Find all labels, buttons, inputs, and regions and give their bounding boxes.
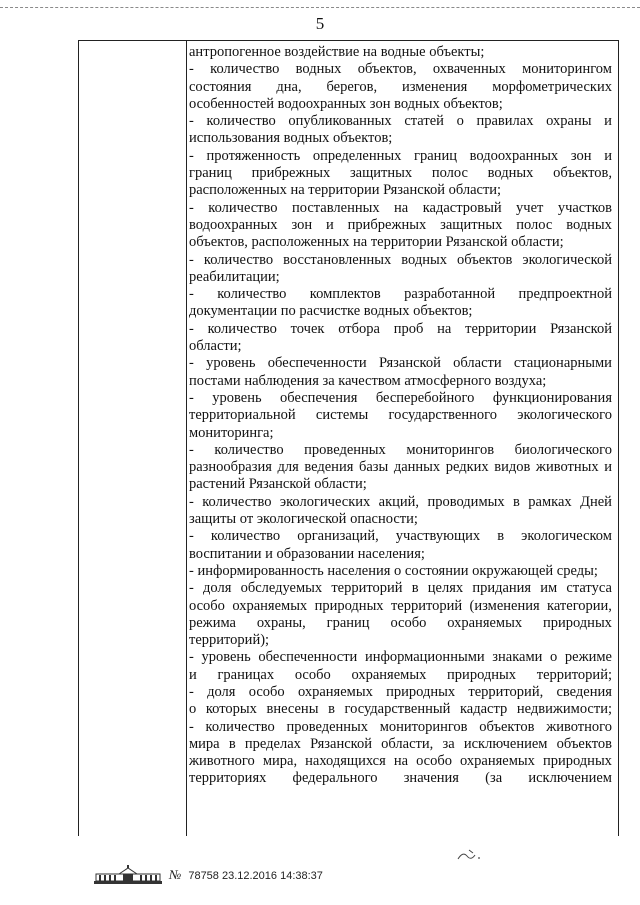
text-word: объектов, расположенных на территории Рязанской области; xyxy=(189,234,564,251)
text-line xyxy=(189,615,612,632)
text-word: в xyxy=(513,493,520,510)
text-word: количество xyxy=(205,718,275,735)
text-word: - xyxy=(189,528,194,545)
text-word: федерального xyxy=(292,770,378,787)
text-word: проводимых xyxy=(427,493,505,510)
text-word: объектов, xyxy=(357,61,417,78)
text-word: определенных xyxy=(312,147,402,164)
text-word: - xyxy=(189,389,194,406)
text-word: в xyxy=(497,528,505,545)
text-line xyxy=(189,684,612,701)
text-word: мониторингом xyxy=(522,61,612,78)
text-word: стационарными xyxy=(513,355,612,372)
text-word: границ xyxy=(189,165,232,182)
text-word: объектов, xyxy=(553,165,612,182)
text-word: границах xyxy=(217,666,275,683)
text-word: им xyxy=(540,580,558,597)
text-word: разработанной xyxy=(404,286,496,303)
text-line xyxy=(189,182,612,199)
text-word: территорий xyxy=(331,580,403,597)
text-word: данных xyxy=(393,459,441,476)
text-word: категории, xyxy=(547,597,612,614)
text-line xyxy=(189,269,612,286)
text-line xyxy=(189,563,612,580)
text-word: особо xyxy=(416,753,452,770)
text-word: Рязанской xyxy=(310,735,372,752)
text-word: учет xyxy=(516,199,544,216)
text-line xyxy=(189,770,612,787)
text-word: охраны xyxy=(546,113,592,130)
text-line xyxy=(189,234,612,251)
text-word: водных xyxy=(566,216,612,233)
text-line xyxy=(189,667,612,684)
text-word: количество xyxy=(208,199,278,216)
text-line xyxy=(189,494,612,511)
text-word: уровень xyxy=(212,389,262,406)
text-line xyxy=(189,286,612,303)
text-word: использования водных объектов; xyxy=(189,130,393,147)
text-word: - xyxy=(189,113,194,130)
text-line xyxy=(189,79,612,96)
text-word: мониторинга; xyxy=(189,424,274,441)
text-word: на xyxy=(393,753,409,770)
text-line xyxy=(189,546,612,563)
text-line xyxy=(189,459,612,476)
text-line xyxy=(189,407,612,424)
text-word: объектов xyxy=(479,718,535,735)
text-word: и xyxy=(604,147,612,164)
text-word: и xyxy=(189,666,197,683)
text-word: биологического xyxy=(514,441,612,458)
text-line xyxy=(189,580,612,597)
text-word: исключением xyxy=(463,735,548,752)
text-word: Рязанской xyxy=(550,320,612,337)
text-word: природных xyxy=(447,666,517,683)
text-word: участвующих xyxy=(395,528,481,545)
text-word: природных xyxy=(542,614,612,631)
text-word: зон xyxy=(291,216,313,233)
text-word: антропогенное воздействие на водные объекты; xyxy=(189,44,485,60)
text-word: растений Рязанской области; xyxy=(189,476,367,493)
text-word: - xyxy=(189,286,194,303)
text-line xyxy=(189,373,612,390)
text-word: количество xyxy=(217,286,287,303)
text-word: (изменения xyxy=(469,597,540,614)
text-word: отбора xyxy=(338,320,380,337)
text-word: охваченных xyxy=(432,61,506,78)
text-word: знаками xyxy=(492,649,543,666)
text-line xyxy=(189,476,612,493)
text-word: полос xyxy=(516,216,553,233)
text-line xyxy=(189,390,612,407)
text-word: видов xyxy=(494,459,531,476)
text-word: мониторингов xyxy=(379,718,468,735)
text-word: количество xyxy=(210,61,280,78)
text-word: редких xyxy=(445,459,489,476)
text-word: участков xyxy=(557,199,612,216)
text-word: берегов, xyxy=(326,78,378,95)
text-line xyxy=(189,632,612,649)
text-word: - xyxy=(189,718,194,735)
text-word: предпроектной xyxy=(518,286,612,303)
text-line xyxy=(189,321,612,338)
text-line xyxy=(189,753,612,770)
text-word: внесены xyxy=(266,701,319,718)
text-line xyxy=(189,442,612,459)
text-word: о xyxy=(189,701,197,718)
text-word: количество xyxy=(206,113,276,130)
text-word: значения xyxy=(403,770,459,787)
text-word: охраняемых xyxy=(232,597,308,614)
text-word: водоохранных xyxy=(189,216,278,233)
text-word: воспитании и образовании населения; xyxy=(189,545,425,562)
content-table xyxy=(78,40,619,836)
text-word: дна, xyxy=(276,78,302,95)
document-stamp xyxy=(169,867,323,883)
text-word: акций, xyxy=(378,493,420,510)
text-word: прибрежных xyxy=(251,165,331,182)
text-word: обследуемых xyxy=(240,580,323,597)
text-word: экологическом xyxy=(521,528,612,545)
text-word: границ xyxy=(414,147,457,164)
text-word: бесперебойного xyxy=(375,389,475,406)
text-word: территориальной xyxy=(189,407,296,424)
pen-mark-icon xyxy=(455,847,485,863)
text-word: охраняемых xyxy=(447,614,523,631)
text-word: о xyxy=(550,649,558,666)
text-word: территорий xyxy=(390,597,463,614)
text-line xyxy=(189,649,612,666)
text-word: государственного xyxy=(388,407,497,424)
text-word: правилах xyxy=(476,113,534,130)
text-line xyxy=(189,148,612,165)
text-word: экологической xyxy=(522,251,612,268)
text-word: защиты от экологической опасности; xyxy=(189,511,418,528)
text-word: водоохранных xyxy=(469,147,559,164)
text-word: области, xyxy=(381,735,434,752)
text-line xyxy=(189,598,612,615)
text-word: природных xyxy=(386,683,456,700)
text-word: границ xyxy=(326,614,370,631)
text-word: особо xyxy=(189,597,225,614)
text-word: и xyxy=(604,459,612,476)
text-word: исключением xyxy=(528,770,612,787)
table-text-cell xyxy=(189,44,612,788)
text-word: области xyxy=(453,355,502,372)
text-word: объектов xyxy=(457,251,513,268)
text-word: особо xyxy=(390,614,427,631)
text-word: количество xyxy=(202,493,272,510)
text-word: водных xyxy=(401,251,447,268)
text-word: организаций, xyxy=(297,528,379,545)
text-line xyxy=(189,511,612,528)
text-word: информационными xyxy=(364,649,485,666)
text-word: мира, xyxy=(262,753,298,770)
text-line xyxy=(189,96,612,113)
number-sign: № xyxy=(169,867,182,882)
text-word: территорий; xyxy=(536,666,612,683)
text-word: режиме xyxy=(564,649,612,666)
text-word: проведенных xyxy=(304,441,386,458)
footer xyxy=(93,864,323,886)
text-word: целях xyxy=(427,580,464,597)
text-word: - xyxy=(189,493,194,510)
text-word: уровень xyxy=(201,649,251,666)
text-word: защитных xyxy=(349,165,413,182)
text-word: и xyxy=(325,216,334,233)
text-word: восстановленных xyxy=(283,251,392,268)
text-word: комплектов xyxy=(309,286,381,303)
text-word: сведения xyxy=(556,683,612,700)
text-word: постами наблюдения за качеством атмосферного воздуха; xyxy=(189,372,547,389)
text-word: кадастровый xyxy=(422,199,502,216)
text-line xyxy=(189,701,612,718)
text-line xyxy=(189,130,612,147)
text-word: территориях xyxy=(189,770,267,787)
text-word: - xyxy=(189,251,194,268)
document-registration-stamp: 78758 23.12.2016 14:38:37 xyxy=(188,870,323,882)
text-word: зон xyxy=(570,147,592,164)
text-line xyxy=(189,44,612,61)
text-word: (за xyxy=(485,770,503,787)
text-word: количество xyxy=(210,528,281,545)
text-word: природных xyxy=(542,753,612,770)
text-word: государственный xyxy=(344,701,451,718)
text-word: в xyxy=(411,580,419,597)
text-line xyxy=(189,61,612,78)
text-word: рамках xyxy=(528,493,572,510)
page-number: 5 xyxy=(315,14,325,33)
text-word: точек xyxy=(290,320,325,337)
text-word: на xyxy=(437,320,452,337)
text-word: уровень xyxy=(206,355,256,372)
text-word: протяженность xyxy=(206,147,301,164)
text-word: разнообразия xyxy=(189,459,272,476)
text-word: на xyxy=(394,199,409,216)
text-word: статей xyxy=(404,113,444,130)
text-word: мониторингов xyxy=(406,441,495,458)
text-line xyxy=(189,528,612,545)
text-line xyxy=(189,217,612,234)
text-word: проведенных xyxy=(286,718,369,735)
text-word: охраняемых xyxy=(297,683,373,700)
text-word: территорий); xyxy=(189,632,270,649)
text-word: базы xyxy=(358,459,389,476)
text-word: реабилитации; xyxy=(189,268,280,285)
text-word: экологических xyxy=(279,493,371,510)
text-word: кадастр xyxy=(459,701,508,718)
text-word: документации по расчистке водных объектов; xyxy=(189,303,473,320)
text-word: животного xyxy=(189,753,255,770)
text-word: водных xyxy=(295,61,342,78)
text-word: обеспеченности xyxy=(267,355,367,372)
text-word: охраняемых xyxy=(460,753,535,770)
text-word: опубликованных xyxy=(288,113,392,130)
text-word: животных xyxy=(535,459,599,476)
text-word: мира xyxy=(189,735,220,752)
text-word: количество xyxy=(203,251,274,268)
text-line xyxy=(189,200,612,217)
text-word: поставленных xyxy=(291,199,380,216)
text-word: находящихся xyxy=(305,753,386,770)
text-word: ведения xyxy=(304,459,354,476)
text-word: статуса xyxy=(566,580,612,597)
text-word: полос xyxy=(431,165,468,182)
text-word: особо xyxy=(248,683,285,700)
text-word: области; xyxy=(189,338,242,355)
text-word: - xyxy=(189,320,194,337)
text-word: доля xyxy=(207,683,236,700)
text-word: доля xyxy=(203,580,232,597)
text-word: морфометрических xyxy=(492,78,612,95)
government-building-logo-icon xyxy=(93,865,163,885)
text-word: Рязанской xyxy=(378,355,441,372)
text-word: природных xyxy=(314,597,384,614)
text-line xyxy=(189,165,612,182)
text-word: - xyxy=(189,147,194,164)
text-line xyxy=(189,303,612,320)
text-word: прибрежных xyxy=(347,216,427,233)
text-word: недвижимости; xyxy=(516,701,612,718)
text-word: охраны, xyxy=(256,614,306,631)
text-word: придания xyxy=(472,580,532,597)
page-top-edge xyxy=(0,7,640,8)
text-word: - xyxy=(189,580,194,597)
text-word: - xyxy=(189,649,194,666)
text-word: экологического xyxy=(517,407,612,424)
text-word: охраняемых xyxy=(351,666,427,683)
text-word: - информированность населения о состоянии окружающей среды; xyxy=(189,562,598,579)
text-line xyxy=(189,719,612,736)
text-word: обеспеченности xyxy=(258,649,358,666)
text-word: объектов xyxy=(556,735,612,752)
text-word: пределах xyxy=(244,735,301,752)
text-word: проб xyxy=(393,320,424,337)
text-word: в xyxy=(228,735,236,752)
text-word: защитных xyxy=(440,216,503,233)
text-word: территории xyxy=(465,320,537,337)
text-word: водных xyxy=(487,165,534,182)
text-word: количество xyxy=(214,441,284,458)
table-column-divider xyxy=(186,41,187,836)
text-word: особо xyxy=(294,666,331,683)
text-word: - xyxy=(189,355,194,372)
text-word: режима xyxy=(189,614,236,631)
text-word: за xyxy=(442,735,455,752)
text-word: для xyxy=(277,459,299,476)
text-word: о xyxy=(456,113,464,130)
text-word: - xyxy=(189,683,194,700)
text-word: и xyxy=(604,113,612,130)
text-word: обеспечения xyxy=(280,389,358,406)
text-word: территорий, xyxy=(468,683,544,700)
text-line xyxy=(189,338,612,355)
text-word: количество xyxy=(207,320,277,337)
text-line xyxy=(189,425,612,442)
text-word: в xyxy=(328,701,335,718)
text-word: Дней xyxy=(580,493,612,510)
text-word: - xyxy=(189,199,194,216)
text-word: состояния xyxy=(189,78,252,95)
text-word: изменения xyxy=(402,78,468,95)
text-word: - xyxy=(189,61,194,78)
text-word: системы xyxy=(315,407,369,424)
text-line xyxy=(189,113,612,130)
text-word: особенностей водоохранных зон водных объектов; xyxy=(189,95,503,112)
text-word: которых xyxy=(205,701,257,718)
text-line xyxy=(189,355,612,372)
text-word: - xyxy=(189,441,194,458)
text-line xyxy=(189,736,612,753)
text-word: животного xyxy=(546,718,612,735)
text-word: расположенных на территории Рязанской области; xyxy=(189,182,502,199)
text-line xyxy=(189,252,612,269)
text-word: функционирования xyxy=(492,389,612,406)
